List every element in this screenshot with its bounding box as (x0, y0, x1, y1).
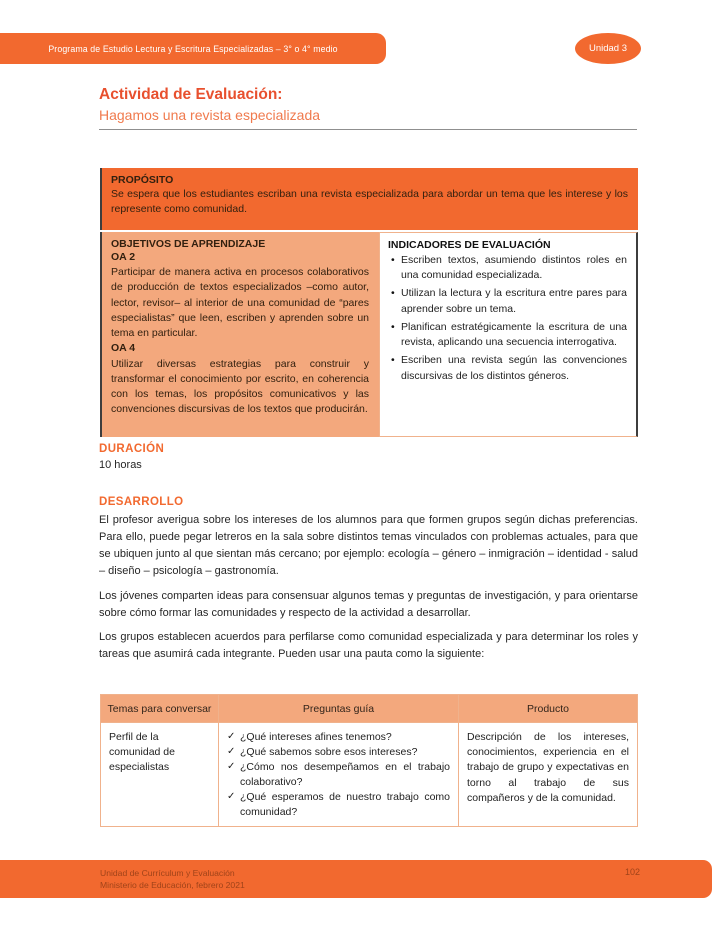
pauta-table (100, 694, 638, 827)
proposito-heading: PROPÓSITO (111, 174, 174, 186)
oa-code: OA 2 (111, 251, 136, 263)
indicator-item (388, 320, 627, 350)
check-icon: ✓ (227, 790, 236, 802)
page-title: Actividad de Evaluación: (99, 86, 283, 103)
pregunta-text: ¿Qué intereses afines tenemos? (240, 731, 392, 743)
footer-line1: Unidad de Currículum y Evaluación (100, 868, 235, 878)
indicadores-heading: INDICADORES DE EVALUACIÓN (388, 239, 551, 251)
desarrollo-heading: DESARROLLO (99, 496, 184, 508)
cell-tema: Perfil de la comunidad de especialistas (101, 723, 219, 827)
oa-code: OA 4 (111, 342, 136, 355)
indicator-item (388, 353, 627, 383)
pregunta-text: ¿Qué esperamos de nuestro trabajo como comunidad? (240, 790, 450, 818)
desarrollo-paragraph: El profesor averigua sobre los intereses de los alumnos para que formen grupos según dichas preferencias. Para ello, puede pegar letreros en la sala sobre distintos temas vinculados con problemas actuales, para que se ubiquen junto al que sientan más cercano; por ejemplo: ecología – género – inmigración – identidad - salud – diseño – psicología – gastronomía. (99, 514, 638, 578)
bullet-icon: • (391, 320, 395, 333)
indicator-text: Escriben una revista según las convenciones discursivas de los distintos géneros. (401, 354, 627, 382)
title-divider (99, 129, 637, 130)
proposito-box (100, 168, 638, 230)
pregunta-text: ¿Cómo nos desempeñamos en el trabajo colaborativo? (240, 760, 450, 788)
indicator-text: Utilizan la lectura y la escritura entre pares para aprender sobre un tema. (401, 287, 627, 315)
duracion-heading: DURACIÓN (99, 443, 165, 455)
objectives-indicators-block (100, 232, 638, 437)
pregunta-item (227, 730, 450, 745)
indicator-item (388, 286, 627, 316)
footer-bar (0, 860, 712, 898)
check-icon: ✓ (227, 745, 236, 757)
footer-credits (100, 867, 245, 892)
unit-badge-label: Unidad 3 (588, 43, 628, 54)
bullet-icon: • (391, 254, 395, 266)
desarrollo-paragraph: Los jóvenes comparten ideas para consensuar algunos temas y preguntas de investigación, y para orientarse sobre cómo formar las comunidades y respecto de la actividad a desarrollar. (99, 590, 638, 620)
bullet-icon: • (391, 287, 395, 300)
objetivos-heading: OBJETIVOS DE APRENDIZAJE (111, 238, 266, 250)
indicadores-list (388, 253, 627, 384)
proposito-text: Se espera que los estudiantes escriban una revista especializada para abordar un tema que les interese y los represente como comunidad. (111, 188, 628, 215)
unit-badge (575, 33, 641, 64)
page-subtitle: Hagamos una revista especializada (99, 107, 321, 123)
indicadores-box (379, 232, 638, 437)
cell-preguntas (219, 723, 459, 827)
cell-producto: Descripción de los intereses, conocimientos, experiencia en el trabajo de grupo y expectativas en torno al trabajo de sus compañeros y de la comunidad. (459, 723, 638, 827)
indicator-item (388, 253, 627, 283)
footer-line2: Ministerio de Educación, febrero 2021 (100, 880, 245, 891)
indicator-text: Planifican estratégicamente la escritura de una revista, aplicando una secuencia interrogativa. (401, 320, 627, 349)
bullet-icon: • (391, 354, 395, 367)
table-header-temas: Temas para conversar (101, 695, 219, 723)
pregunta-item (227, 790, 450, 820)
objetivos-box (100, 232, 379, 437)
table-header-row (101, 695, 638, 723)
check-icon: ✓ (227, 731, 236, 742)
table-header-producto: Producto (459, 695, 638, 723)
header-program-banner (0, 33, 386, 64)
check-icon: ✓ (227, 760, 236, 772)
table-row (101, 723, 638, 827)
pregunta-item (227, 760, 450, 790)
table-header-preguntas: Preguntas guía (219, 695, 459, 723)
pregunta-text: ¿Qué sabemos sobre esos intereses? (240, 745, 418, 758)
duracion-value: 10 horas (99, 459, 142, 471)
oa-text: Participar de manera activa en procesos colaborativos de producción de textos especializados –como autor, lector, revisor– al interior de una comunidad de “pares especialistas” que leen, escriben y aprenden sobre un tema en particular. (111, 266, 369, 340)
pregunta-item (227, 745, 450, 760)
header-program-label: Programa de Estudio Lectura y Escritura Especializadas – 3° o 4° medio (48, 43, 338, 54)
desarrollo-paragraph: Los grupos establecen acuerdos para perfilarse como comunidad especializada y para determinar los roles y tareas que asumirá cada integrante. Pueden usar una pauta como la siguiente: (99, 631, 638, 661)
indicator-text: Escriben textos, asumiendo distintos roles en una comunidad especializada. (401, 254, 627, 282)
oa-text: Utilizar diversas estrategias para construir y transformar el conocimiento por escrito, en coherencia con los temas, los propósitos comunicativos y las convenciones discursivas de los textos que producirán. (111, 357, 369, 416)
preguntas-list (227, 730, 450, 819)
page-number: 102 (625, 867, 641, 877)
